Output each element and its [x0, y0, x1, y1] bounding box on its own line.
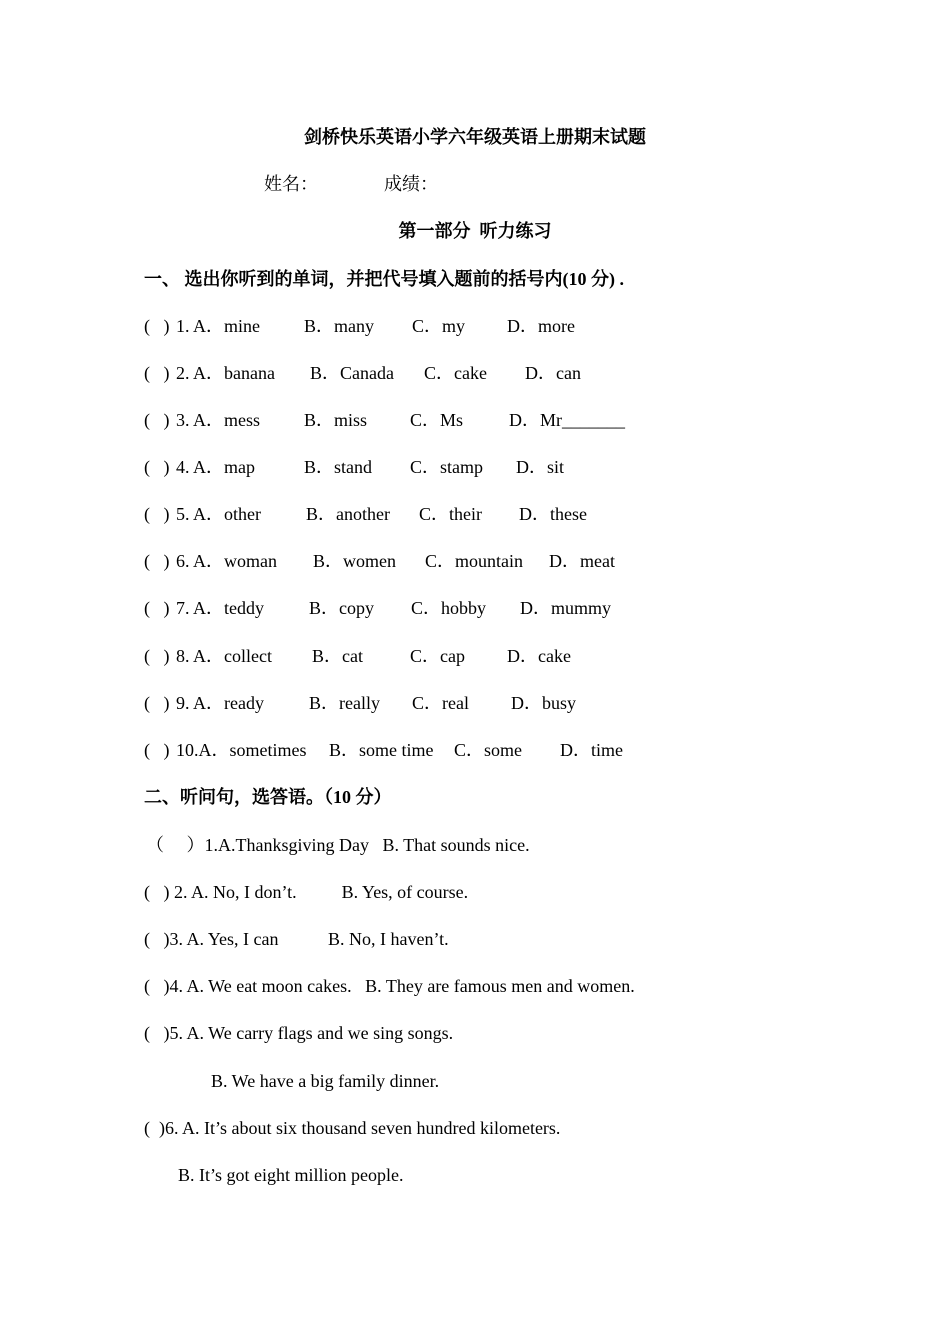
option-d: D．cake [507, 646, 571, 666]
option-a: 4. A．map [176, 457, 255, 477]
option-c: C．my [412, 316, 466, 336]
option-a: 9. A．ready [176, 693, 264, 713]
option-d: D．can [525, 363, 581, 383]
option-a: 6. A．woman [176, 551, 277, 571]
option-c: C．real [412, 693, 469, 713]
question-line: （ ）1.A.Thanksgiving Day B. That sounds nice. [146, 835, 530, 855]
answer-paren[interactable]: ( ) [144, 504, 170, 524]
part-title: 第一部分 听力练习 [398, 221, 552, 241]
question-line-continued: B. It’s got eight million people. [178, 1165, 404, 1185]
answer-paren[interactable]: ( ) [144, 646, 170, 666]
question-row [144, 503, 587, 525]
option-b: B．miss [304, 410, 368, 430]
option-c: C．hobby [411, 598, 487, 618]
question-row [144, 456, 565, 478]
option-b: B．really [309, 693, 380, 713]
option-c: C．cap [410, 646, 465, 666]
option-d: D．meat [549, 551, 615, 571]
option-b: B．cat [312, 646, 363, 666]
option-c: C．stamp [410, 457, 484, 477]
option-a: 7. A．teddy [176, 598, 264, 618]
option-c: C．Ms [410, 410, 464, 430]
option-b: B．many [304, 316, 374, 336]
option-d: D．busy [511, 693, 577, 713]
question-line: ( ) 2. A. No, I don’t. B. Yes, of course. [144, 882, 469, 902]
option-b: B．stand [304, 457, 373, 477]
score-label: 成绩： [384, 174, 438, 194]
question-line: ( )4. A. We eat moon cakes. B. They are famous men and women. [144, 976, 635, 996]
answer-paren[interactable]: ( ) [144, 316, 170, 336]
option-d: D．time [560, 740, 623, 760]
answer-paren[interactable]: ( ) [144, 551, 170, 571]
question-row [144, 739, 623, 761]
answer-paren[interactable]: ( ) [144, 598, 170, 618]
question-row [144, 550, 615, 572]
question-row [144, 692, 577, 714]
question-row [144, 597, 612, 619]
question-line-continued: B. We have a big family dinner. [211, 1071, 440, 1091]
option-a: 5. A．other [176, 504, 261, 524]
option-c: C．some [454, 740, 523, 760]
option-b: B．some time [329, 740, 434, 760]
option-a: 10.A．sometimes [176, 740, 307, 760]
option-b: B．Canada [310, 363, 394, 383]
answer-paren[interactable]: ( ) [144, 693, 170, 713]
question-row [144, 362, 581, 384]
question-row [144, 645, 571, 667]
question-line: ( )3. A. Yes, I can B. No, I haven’t. [144, 929, 449, 949]
answer-paren[interactable]: ( ) [144, 740, 170, 760]
answer-paren[interactable]: ( ) [144, 410, 170, 430]
name-label: 姓名： [264, 174, 318, 194]
option-c: C．cake [424, 363, 487, 383]
option-a: 2. A．banana [176, 363, 275, 383]
option-a: 1. A．mine [176, 316, 260, 336]
option-d: D．mummy [520, 598, 612, 618]
question-line: ( )5. A. We carry flags and we sing songs. [144, 1023, 454, 1043]
option-c: C．mountain [425, 551, 523, 571]
question-row [144, 409, 625, 431]
question-row [144, 315, 575, 337]
option-b: B．copy [309, 598, 374, 618]
option-d: D．Mr_______ [509, 410, 625, 430]
option-d: D．these [519, 504, 587, 524]
option-a: 8. A．collect [176, 646, 272, 666]
option-b: B．women [313, 551, 396, 571]
answer-paren[interactable]: ( ) [144, 363, 170, 383]
answer-paren[interactable]: ( ) [144, 457, 170, 477]
option-b: B．another [306, 504, 390, 524]
option-c: C．their [419, 504, 482, 524]
option-d: D．more [507, 316, 575, 336]
page-title: 剑桥快乐英语小学六年级英语上册期末试题 [304, 127, 646, 147]
section2-heading: 二、听问句，选答语。（10 分） [144, 787, 392, 807]
question-line: ( )6. A. It’s about six thousand seven hundred kilometers. [144, 1118, 561, 1138]
option-a: 3. A．mess [176, 410, 261, 430]
section1-heading: 一、 选出你听到的单词，并把代号填入题前的括号内(10 分) . [144, 269, 624, 289]
option-d: D．sit [516, 457, 565, 477]
